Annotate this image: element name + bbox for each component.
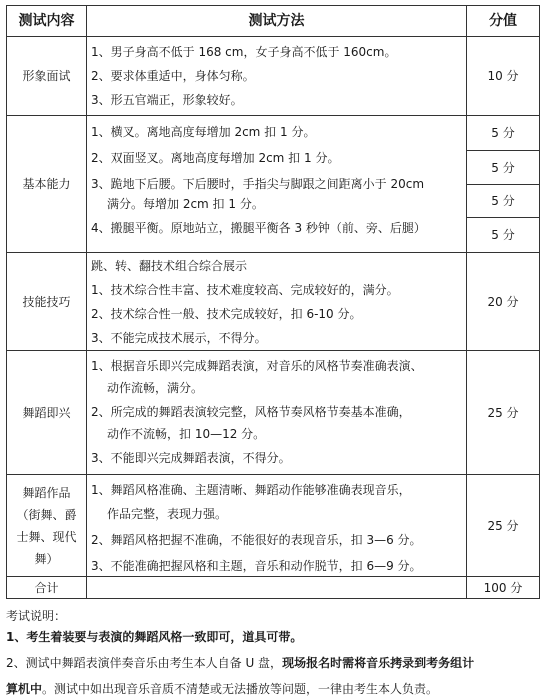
- method-line: 2、双面竖叉。离地高度每增加 2cm 扣 1 分。: [91, 151, 340, 165]
- table-row: [7, 37, 540, 116]
- row-item-name: 舞蹈即兴: [7, 351, 87, 475]
- row-score: 25 分: [467, 351, 540, 475]
- total-score: 100 分: [467, 577, 540, 599]
- row-method: [87, 253, 467, 351]
- method-line: 3、不能即兴完成舞蹈表演，不得分。: [91, 451, 291, 465]
- total-label: 合计: [7, 577, 87, 599]
- header-score: 分值: [467, 6, 540, 37]
- note-line-2: [6, 653, 539, 673]
- method-line: 4、搬腿平衡。原地站立，搬腿平衡各 3 秒钟（前、旁、后腿）: [91, 221, 426, 235]
- header-row: [7, 6, 540, 37]
- score-table: [6, 5, 540, 599]
- method-line: 1、根据音乐即兴完成舞蹈表演，对音乐的风格节奏准确表演、: [91, 359, 423, 373]
- note-line-3: [6, 679, 539, 699]
- method-line: 2、舞蹈风格把握不准确，不能很好的表现音乐，扣 3—6 分。: [91, 533, 422, 547]
- item-name-line: 舞蹈作品: [22, 485, 71, 500]
- row-score: 5 分: [467, 218, 540, 253]
- method-line: 跳、转、翻技术组合综合展示: [91, 259, 248, 273]
- method-line: 动作流畅，满分。: [107, 381, 204, 395]
- item-name-line: 舞）: [34, 551, 59, 566]
- method-line: 动作不流畅，扣 10—12 分。: [107, 427, 266, 441]
- row-score: 20 分: [467, 253, 540, 351]
- exam-notes: [6, 606, 539, 699]
- table-row: [7, 253, 540, 351]
- row-item-name: [7, 475, 87, 577]
- item-name-line: 士舞、现代: [16, 529, 77, 544]
- note-line-3-text: 。测试中如出现音乐音质不清楚或无法播放等问题，一律由考生本人负责。: [42, 682, 439, 696]
- row-item-name: 基本能力: [7, 116, 87, 253]
- method-line: 3、不能完成技术展示，不得分。: [91, 331, 267, 345]
- total-row: [7, 577, 540, 599]
- method-line: 2、技术综合性一般、技术完成较好，扣 6-10 分。: [91, 307, 362, 321]
- method-line: 3、不能准确把握风格和主题，音乐和动作脱节，扣 6—9 分。: [91, 559, 422, 573]
- note-line-2-text: 2、测试中舞蹈表演伴奏音乐由考生本人自备 U 盘，: [6, 656, 283, 670]
- note-line-1: 1、考生着装要与表演的舞蹈风格一致即可，道具可带。: [6, 630, 303, 644]
- row-score: 25 分: [467, 475, 540, 577]
- row-score: 5 分: [467, 185, 540, 218]
- row-item-name: 形象面试: [7, 37, 87, 116]
- total-empty-cell: [87, 577, 467, 599]
- row-item-name: 技能技巧: [7, 253, 87, 351]
- header-method: 测试方法: [87, 6, 467, 37]
- note-line-3-bold: 算机中: [6, 682, 43, 696]
- table-row: [7, 116, 540, 151]
- header-item: 测试内容: [7, 6, 87, 37]
- method-line: 3、跪地下后腰。下后腰时，手指尖与脚跟之间距离小于 20cm: [91, 177, 425, 191]
- item-name-line: （街舞、爵: [16, 507, 77, 522]
- method-line: 2、要求体重适中，身体匀称。: [91, 69, 255, 83]
- row-score: 10 分: [467, 37, 540, 116]
- row-score: 5 分: [467, 151, 540, 185]
- method-line: 1、舞蹈风格准确、主题清晰、舞蹈动作能够准确表现音乐，: [91, 483, 411, 497]
- row-method: [87, 351, 467, 475]
- method-line: 1、男子身高不低于 168 cm，女子身高不低于 160cm。: [91, 45, 397, 59]
- method-line: 作品完整，表现力强。: [107, 507, 228, 521]
- note-line-2-bold: 现场报名时需将音乐拷录到考务组计: [282, 656, 475, 670]
- method-line: 2、所完成的舞蹈表演较完整，风格节奏风格节奏基本准确，: [91, 405, 411, 419]
- method-line: 1、横叉。离地高度每增加 2cm 扣 1 分。: [91, 125, 316, 139]
- row-method: [87, 37, 467, 116]
- notes-heading: 考试说明：: [6, 609, 67, 623]
- table-row: [7, 351, 540, 475]
- method-line: 满分。每增加 2cm 扣 1 分。: [107, 197, 264, 211]
- method-line: 1、技术综合性丰富、技术难度较高、完成较好的，满分。: [91, 283, 399, 297]
- row-method: [87, 475, 467, 577]
- row-method: [87, 116, 467, 253]
- row-score: 5 分: [467, 116, 540, 151]
- table-row: [7, 475, 540, 577]
- method-line: 3、形五官端正，形象较好。: [91, 93, 243, 107]
